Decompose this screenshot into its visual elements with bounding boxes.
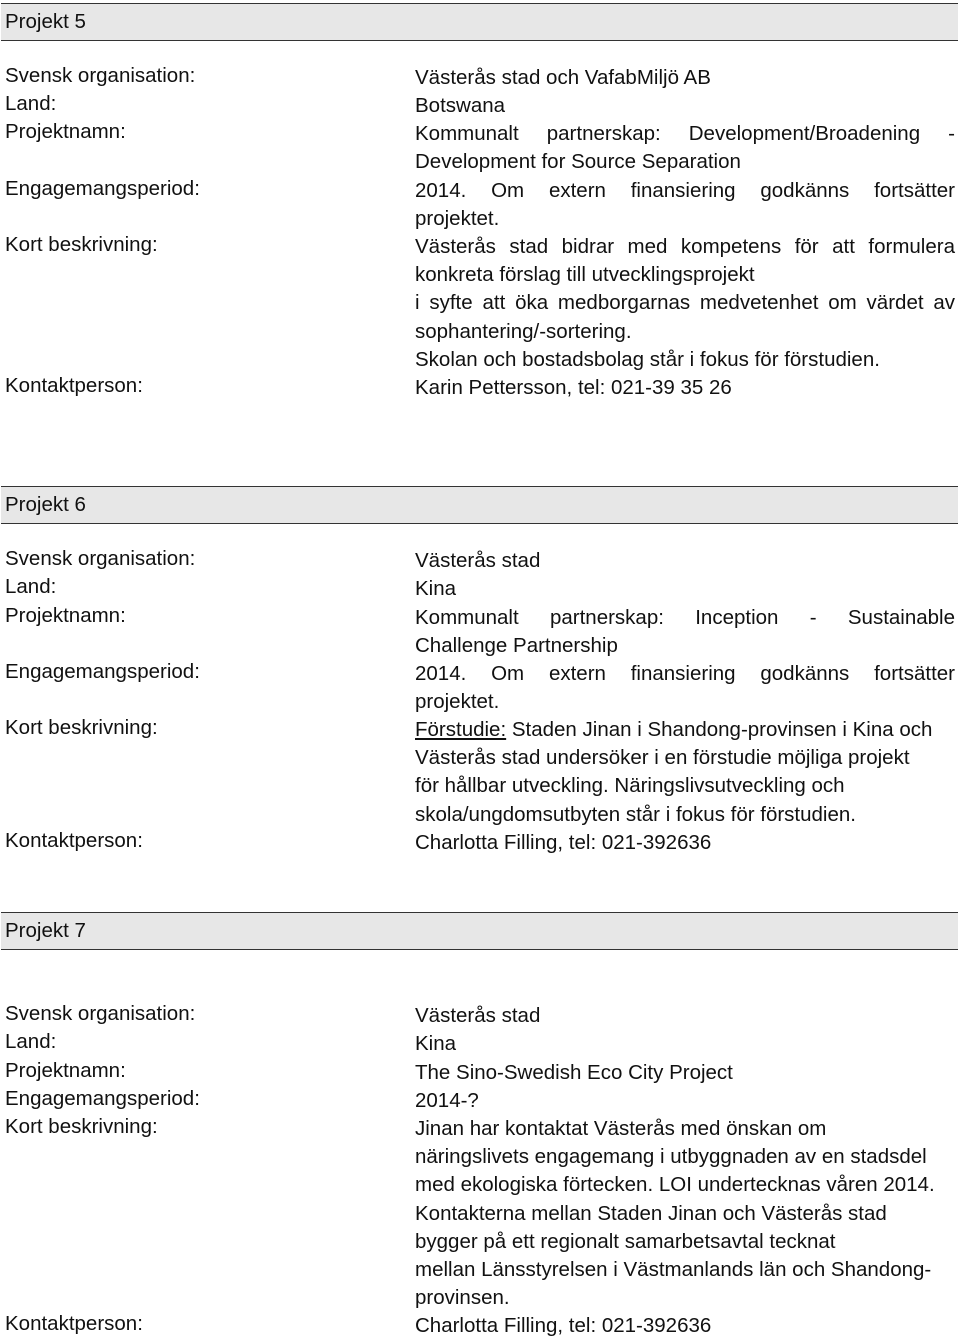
value-land: Kina xyxy=(415,1032,457,1055)
value-period: 2014. Om extern finansiering godkänns fortsätter projektet. xyxy=(415,662,955,714)
value-contact: Karin Pettersson, tel: 021-39 35 26 xyxy=(415,376,732,399)
label-name: Projektnamn: xyxy=(5,120,126,143)
label-land: Land: xyxy=(5,575,57,598)
label-contact: Kontaktperson: xyxy=(5,374,143,397)
value-name: Kommunalt partnerskap: Development/Broadening - Development for Source Separation xyxy=(415,122,955,174)
value-desc: Västerås stad bidrar med kompetens för att formulera konkreta förslag till utvecklingsprojekt i syfte att öka medborgarnas medvetenhet om värdet av sophantering/-sortering. Skolan och bostadsbolag står i fokus för förstudien. xyxy=(415,235,955,371)
value-name: Kommunalt partnerskap: Inception - Sustainable Challenge Partnership xyxy=(415,606,955,658)
label-contact: Kontaktperson: xyxy=(5,1312,143,1335)
value-contact: Charlotta Filling, tel: 021-392636 xyxy=(415,1314,712,1337)
value-org: Västerås stad och VafabMiljö AB xyxy=(415,66,711,89)
project-5-header xyxy=(1,3,958,41)
label-land: Land: xyxy=(5,92,57,115)
label-name: Projektnamn: xyxy=(5,1059,126,1082)
label-contact: Kontaktperson: xyxy=(5,829,143,852)
forstudie-link-text: Förstudie: xyxy=(415,718,507,741)
label-desc: Kort beskrivning: xyxy=(5,233,158,256)
label-org: Svensk organisation: xyxy=(5,64,196,87)
label-period: Engagemangsperiod: xyxy=(5,660,200,683)
project-6-header xyxy=(1,486,958,524)
value-org: Västerås stad xyxy=(415,1004,541,1027)
value-land: Botswana xyxy=(415,94,506,117)
label-period: Engagemangsperiod: xyxy=(5,177,200,200)
project-title: Projekt 7 xyxy=(5,919,86,942)
value-name: The Sino-Swedish Eco City Project xyxy=(415,1061,733,1084)
project-7-header xyxy=(1,912,958,950)
value-land: Kina xyxy=(415,577,457,600)
label-org: Svensk organisation: xyxy=(5,547,196,570)
label-desc: Kort beskrivning: xyxy=(5,716,158,739)
project-title: Projekt 6 xyxy=(5,493,86,516)
label-period: Engagemangsperiod: xyxy=(5,1087,200,1110)
label-desc: Kort beskrivning: xyxy=(5,1115,158,1138)
value-period: 2014-? xyxy=(415,1089,479,1112)
label-land: Land: xyxy=(5,1030,57,1053)
value-period: 2014. Om extern finansiering godkänns fortsätter projektet. xyxy=(415,179,955,231)
label-org: Svensk organisation: xyxy=(5,1002,196,1025)
value-contact: Charlotta Filling, tel: 021-392636 xyxy=(415,831,712,854)
label-name: Projektnamn: xyxy=(5,604,126,627)
value-desc: Jinan har kontaktat Västerås med önskan om näringslivets engagemang i utbyggnaden av en stadsdel med ekologiska förtecken. LOI undertecknas våren 2014. Kontakterna mellan Staden Jinan och Västerås stad bygger på ett regionalt samarbetsavtal tecknat mellan Länsstyrelsen i Västmanlands län och Shandong- provinsen. xyxy=(415,1117,935,1310)
project-title: Projekt 5 xyxy=(5,10,86,33)
value-desc: Förstudie: Staden Jinan i Shandong-provinsen i Kina och Västerås stad undersöker i en förstudie möjliga projekt för hållbar utveckling. Näringslivsutveckling och skola/ungdomsutbyten står i fokus för förstudien. xyxy=(415,718,933,826)
value-org: Västerås stad xyxy=(415,549,541,572)
